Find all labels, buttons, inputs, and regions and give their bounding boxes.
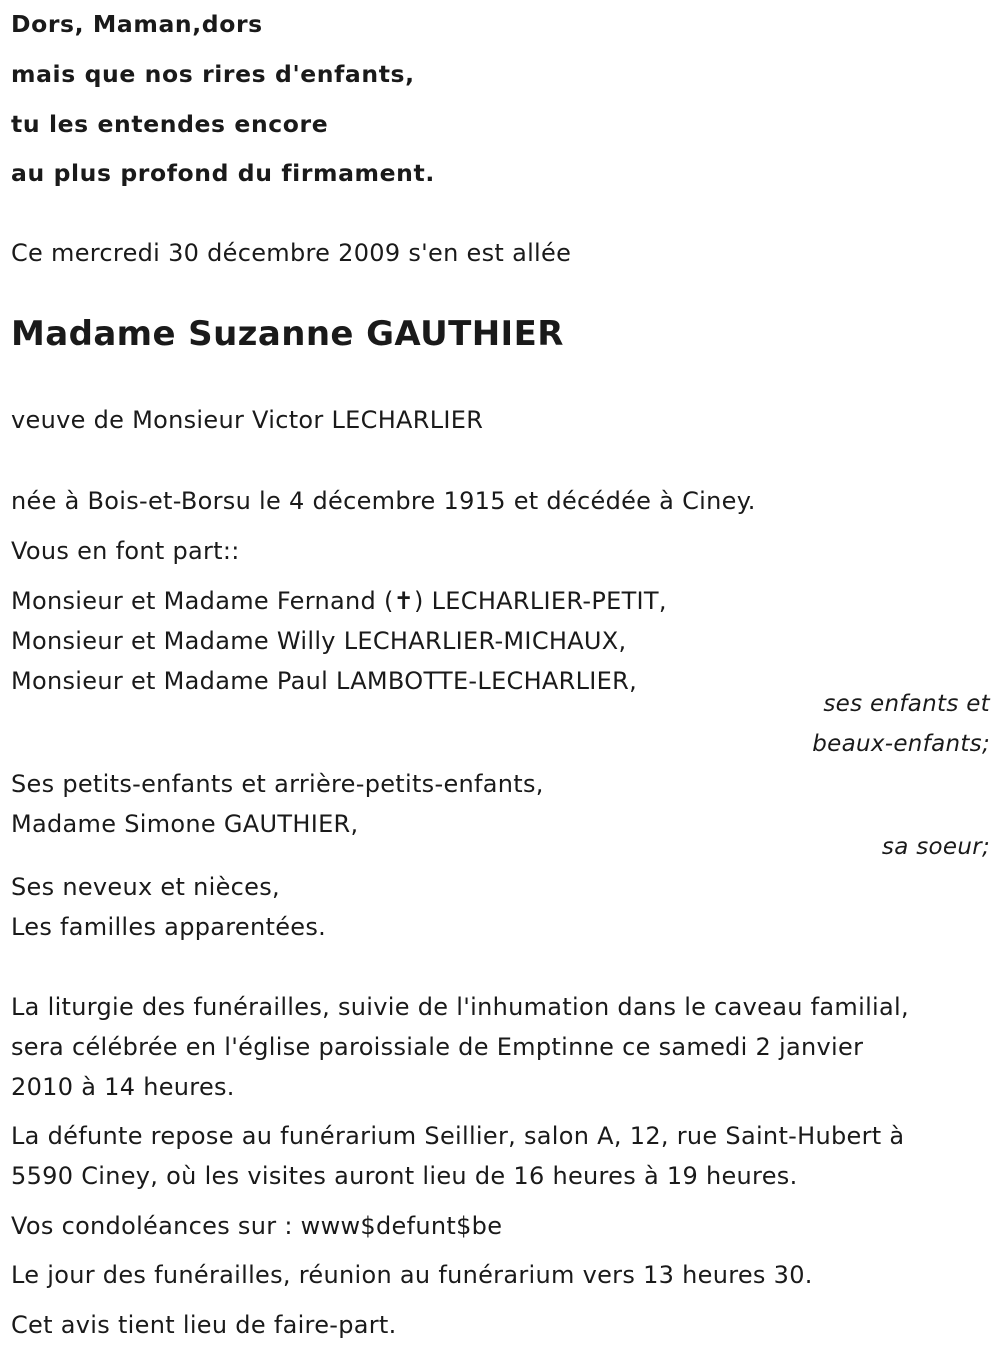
poem-line: au plus profond du firmament. <box>11 159 435 187</box>
meeting-text: Le jour des funérailles, réunion au funérarium vers 13 heures 30. <box>11 1261 813 1289</box>
children-role: ses enfants et <box>823 691 990 717</box>
condolences-text: Vos condoléances sur : www$defunt$be <box>11 1212 503 1240</box>
children-role: beaux-enfants; <box>812 731 990 757</box>
sister-role: sa soeur; <box>881 834 990 860</box>
intro-text: Ce mercredi 30 décembre 2009 s'en est allée <box>11 239 572 267</box>
list-item: Monsieur et Madame Paul LAMBOTTE-LECHARLIER, <box>11 667 638 695</box>
grandchildren-text: Ses petits-enfants et arrière-petits-enfants, <box>11 770 544 798</box>
paragraph-line: sera célébrée en l'église paroissiale de Emptinne ce samedi 2 janvier <box>11 1033 864 1061</box>
paragraph-line: 2010 à 14 heures. <box>11 1073 235 1101</box>
nephews-text: Ses neveux et nièces, <box>11 873 280 901</box>
birth-death-text: née à Bois-et-Borsu le 4 décembre 1915 et décédée à Ciney. <box>11 487 756 515</box>
poem-line: mais que nos rires d'enfants, <box>11 60 415 88</box>
poem-line: tu les entendes encore <box>11 110 329 138</box>
list-item: Monsieur et Madame Fernand (✝) LECHARLIER-PETIT, <box>11 587 667 615</box>
families-text: Les familles apparentées. <box>11 913 327 941</box>
widow-of-text: veuve de Monsieur Victor LECHARLIER <box>11 406 484 434</box>
poem-line: Dors, Maman,dors <box>11 10 263 38</box>
list-item: Monsieur et Madame Willy LECHARLIER-MICHAUX, <box>11 627 627 655</box>
paragraph-line: La défunte repose au funérarium Seillier, salon A, 12, rue Saint-Hubert à <box>11 1122 905 1150</box>
announce-text: Vous en font part:: <box>11 537 240 565</box>
paragraph-line: La liturgie des funérailles, suivie de l'inhumation dans le caveau familial, <box>11 993 909 1021</box>
sister-text: Madame Simone GAUTHIER, <box>11 810 359 838</box>
closing-text: Cet avis tient lieu de faire-part. <box>11 1311 397 1339</box>
paragraph-line: 5590 Ciney, où les visites auront lieu de 16 heures à 19 heures. <box>11 1162 798 1190</box>
deceased-name: Madame Suzanne GAUTHIER <box>11 314 564 354</box>
